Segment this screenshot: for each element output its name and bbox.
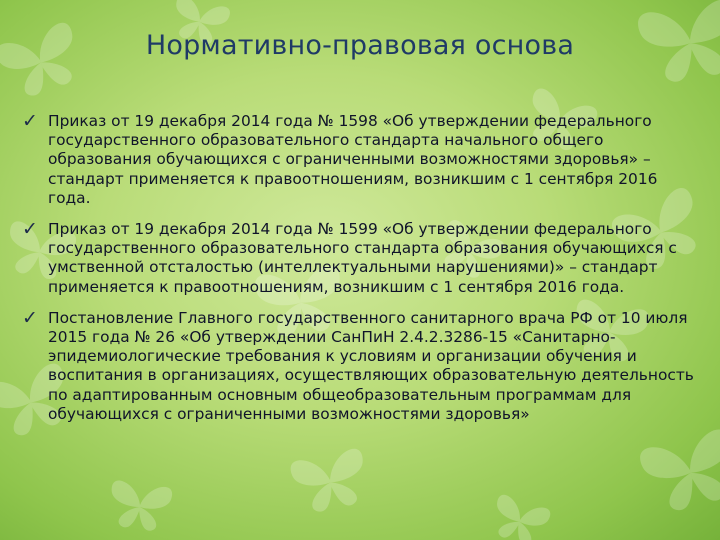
list-item-text: Приказ от 19 декабря 2014 года № 1599 «Об утверждении федерального государственного образовательного стандарта образования обучающихся с умственной отсталостью (интеллектуальными нарушениями)» – стандарт применяется к правоотношениям, возникшим с 1 сентября 2016 года.: [48, 220, 677, 296]
check-mark-icon: ✓: [22, 110, 38, 132]
list-item-text: Постановление Главного государственного санитарного врача РФ от 10 июля 2015 года № 26 «Об утверждении СанПиН 2.4.2.3286-15 «Санитарно-эпидемиологические требования к условиям и организации обучения и воспитания в организациях, осуществляющих образовательную деятельность по адаптированным основным общеобразовательным программам для обучающихся с ограниченными возможностями здоровья»: [48, 308, 694, 423]
slide-title: Нормативно-правовая основа: [145, 30, 575, 61]
check-mark-icon: ✓: [22, 218, 38, 241]
list-item: [22, 112, 702, 208]
list-item-text: Приказ от 19 декабря 2014 года № 1598 «Об утверждении федерального государственного образовательного стандарта начального общего образования обучающихся с ограниченными возможностями здоровья» – стандарт применяется к правоотношениям, возникшим с 1 сентября 2016 года.: [48, 112, 658, 207]
list-item: [22, 220, 702, 297]
check-mark-icon: ✓: [22, 306, 38, 329]
list-item: [22, 306, 702, 424]
regulations-list: [22, 112, 702, 436]
